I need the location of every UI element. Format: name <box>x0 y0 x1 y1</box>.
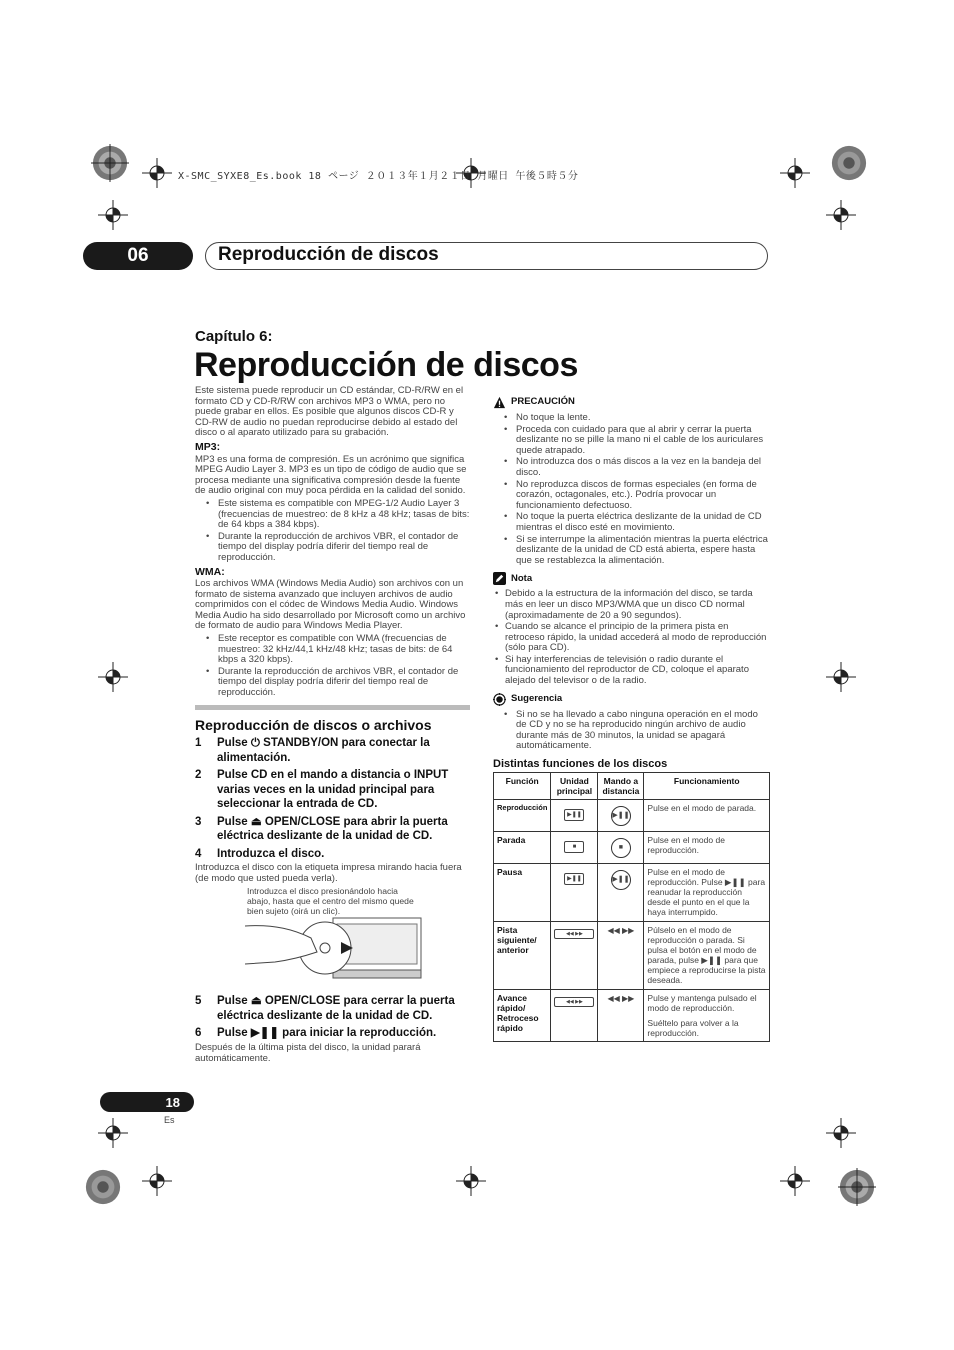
list-item: • Este receptor es compatible con WMA (frecuencias de muestreo: 32 kHz/44,1 kHz/48 kHz; tasas de bits: de 64 kbps a 320 kbps). <box>195 634 470 666</box>
registration-disc-top-right <box>830 144 868 182</box>
list-item: • Proceda con cuidado para que al abrir y cerrar la puerta deslizante no se pille la mano ni el cable de los auriculares quede atrapado. <box>493 425 769 457</box>
wma-paragraph: Los archivos WMA (Windows Media Audio) son archivos con un formato de sistema avanzado que incluyen archivos de audio comprimidos con el códec de Windows Media Audio. Windows Media Audio ha sido desarrollado por Microsoft como un archivo de formato de audio para Windows Media Player. <box>195 578 466 632</box>
play-pause-button-unit: ▶❚❚ <box>564 809 584 821</box>
step-6: 6 Pulse ▶❚❚ para iniciar la reproducción. <box>195 1027 437 1040</box>
crosshair-mark <box>780 1166 810 1196</box>
list-item: • Cuando se alcance el principio de la primera pista en retroceso rápido, la unidad accederá al modo de reproducción (sólo para CD). <box>493 622 769 654</box>
page-title: Reproducción de discos <box>194 346 578 384</box>
list-item: • Si hay interferencias de televisión o radio durante el funcionamiento del reproductor de CD, coloque el aparato alejado del televisor o de la radio. <box>493 655 769 687</box>
list-item: • Debido a la estructura de la información del disco, se tarda más en leer un disco MP3/WMA que un disco CD normal (aproximadamente de 20 a 90 segundos). <box>493 589 769 621</box>
section-heading: Reproducción de discos o archivos <box>195 716 432 733</box>
registration-disc-bottom-left <box>84 1168 122 1206</box>
step-3: 3 Pulse ⏏ OPEN/CLOSE para abrir la puerta eléctrica deslizante de la unidad de CD. <box>195 815 448 843</box>
skip-buttons-unit: ◀◀ ▶▶ <box>554 929 594 939</box>
step-6-note: Después de la última pista del disco, la unidad parará automáticamente. <box>195 1041 421 1064</box>
mp3-paragraph: MP3 es una forma de compresión. Es un acrónimo que significa MPEG Audio Layer 3. MP3 es un tipo de código de audio que se procesa mediante una significativa compresión desde la fuente de audio original con muy poca pérdida en la calidad del sonido. <box>195 453 467 497</box>
list-item: • Durante la reproducción de archivos VBR, el contador de tiempo del display podría diferir del tiempo real de reproducción. <box>195 532 470 564</box>
list-item: • Si no se ha llevado a cabo ninguna operación en el modo de CD y no se ha reproducido ningún archivo de audio durante más de 30 minutos, la unidad se apagará automáticamente. <box>493 710 769 752</box>
crosshair-mark <box>780 158 810 188</box>
figure-caption: Introduzca el disco presionándolo hacia abajo, hasta que el centro del mismo quede bien sujeto (oirá un clic). <box>247 886 414 917</box>
list-item: • No toque la puerta eléctrica deslizante de la unidad de CD mientras el disco esté en movimiento. <box>493 512 769 533</box>
chapter-number-badge: 06 <box>83 242 193 270</box>
list-item: • No introduzca dos o más discos a la vez en la bandeja del disco. <box>493 457 769 478</box>
crosshair-mark <box>98 200 128 230</box>
note-pencil-icon <box>493 572 506 585</box>
crosshair-mark <box>142 1166 172 1196</box>
table-header: Mando a distancia <box>598 772 644 799</box>
list-item: • Durante la reproducción de archivos VBR, el contador de tiempo del display podría diferir del tiempo real de reproducción. <box>195 667 470 699</box>
chapter-title: Reproducción de discos <box>218 244 439 265</box>
step-4: 4 Introduzca el disco. <box>195 847 325 860</box>
skip-buttons-remote: ◀◀ ▶▶ <box>607 925 635 935</box>
crosshair-mark <box>98 662 128 692</box>
wma-heading: WMA: <box>195 565 225 578</box>
warning-icon <box>493 396 506 409</box>
registration-disc-top-left <box>91 144 129 182</box>
intro-paragraph: Este sistema puede reproducir un CD estándar, CD-R/RW en el formato CD y CD-R/RW con archivos MP3 o WMA, pero no puede grabar en ellos. Es posible que algunos discos CD-R y CD-RW de audio no puedan reproducirse debido al estado del disco o al aparato utilizado para su grabación. <box>195 385 464 439</box>
section-divider <box>195 705 470 710</box>
scan-buttons-unit: ◀◀ ▶▶ <box>554 997 594 1007</box>
step-2: 2 Pulse CD en el mando a distancia o INPUT varias veces en la unidad principal para seleccionar la entrada de CD. <box>195 769 449 811</box>
tip-heading: Sugerencia <box>493 693 769 706</box>
step-5: 5 Pulse ⏏ OPEN/CLOSE para cerrar la puerta eléctrica deslizante de la unidad de CD. <box>195 995 455 1022</box>
list-item: • No reproduzca discos de formas especiales (en forma de corazón, octagonales, etc.). Podría provocar un funcionamiento defectuoso. <box>493 480 769 512</box>
table-header: Funcionamiento <box>644 772 770 799</box>
list-item: • No toque la lente. <box>493 413 769 424</box>
table-header: Función <box>494 772 551 799</box>
table-row: Pista siguiente/ anterior ◀◀ ▶▶ ◀◀ ▶▶ Púlselo en el modo de reproducción o parada. Si pulsa el botón en el modo de parada, pulse ▶❚❚ para que empiece a reproducirse la pista deseada. <box>494 921 770 989</box>
list-item: • Si se interrumpe la alimentación mientras la puerta eléctrica deslizante de la unidad de CD está abierta, espere hasta que se restablezca la alimentación. <box>493 535 769 567</box>
crosshair-mark <box>826 662 856 692</box>
scan-buttons-remote: ◀◀ ▶▶ <box>607 993 635 1003</box>
note-heading: Nota <box>493 572 769 585</box>
play-pause-button-remote: ▶❚❚ <box>611 806 631 826</box>
table-row: Reproducción ▶❚❚ ▶❚❚ Pulse en el modo de parada. <box>494 799 770 831</box>
table-header: Unidad principal <box>551 772 598 799</box>
insert-disc-figure <box>195 886 470 988</box>
crosshair-mark <box>826 200 856 230</box>
chapter-label: Capítulo 6: <box>195 328 273 345</box>
crosshair-mark <box>142 158 172 188</box>
mp3-heading: MP3: <box>195 440 221 453</box>
caution-heading: PRECAUCIÓN <box>493 396 769 409</box>
stop-button-remote: ■ <box>611 838 631 858</box>
page-number: 18 <box>100 1092 194 1112</box>
table-title: Distintas funciones de los discos <box>493 758 668 771</box>
table-row: Parada ■ ■ Pulse en el modo de reproducción. <box>494 831 770 863</box>
step-1: 1 Pulse ⏻ STANDBY/ON para conectar la alimentación. <box>195 737 430 764</box>
stop-button-unit: ■ <box>564 841 584 853</box>
crosshair-mark <box>98 1118 128 1148</box>
cd-insert-illustration <box>245 916 425 986</box>
play-pause-button-remote: ▶❚❚ <box>611 870 631 890</box>
registration-disc-bottom-right <box>838 1168 876 1206</box>
functions-table <box>493 772 770 1042</box>
page-language: Es <box>164 1115 175 1125</box>
crosshair-mark <box>456 1166 486 1196</box>
left-column <box>195 386 470 1066</box>
crosshair-mark <box>826 1118 856 1148</box>
right-column <box>493 390 769 1042</box>
list-item: • Este sistema es compatible con MPEG-1/2 Audio Layer 3 (frecuencias de muestreo: de 8 kHz a 48 kHz; tasas de bits: de 64 kbps a 384 kbps). <box>195 499 470 531</box>
lightbulb-icon <box>493 693 506 706</box>
table-row: Avance rápido/ Retroceso rápido ◀◀ ▶▶ ◀◀ ▶▶ Pulse y mantenga pulsado el modo de reproducción. Suéltelo para volver a la reproducción. <box>494 989 770 1041</box>
step-4-note: Introduzca el disco con la etiqueta impresa mirando hacia fuera (de modo que usted pueda verla). <box>195 862 462 884</box>
print-header: X-SMC_SYXE8_Es.book 18 ページ ２０１３年１月２１日 月曜日 午後５時５分 <box>178 171 579 182</box>
play-pause-button-unit: ▶❚❚ <box>564 873 584 885</box>
table-row: Pausa ▶❚❚ ▶❚❚ Pulse en el modo de reproducción. Pulse ▶❚❚ para reanudar la reproducción desde el punto en el que la haya interrumpido. <box>494 863 770 921</box>
